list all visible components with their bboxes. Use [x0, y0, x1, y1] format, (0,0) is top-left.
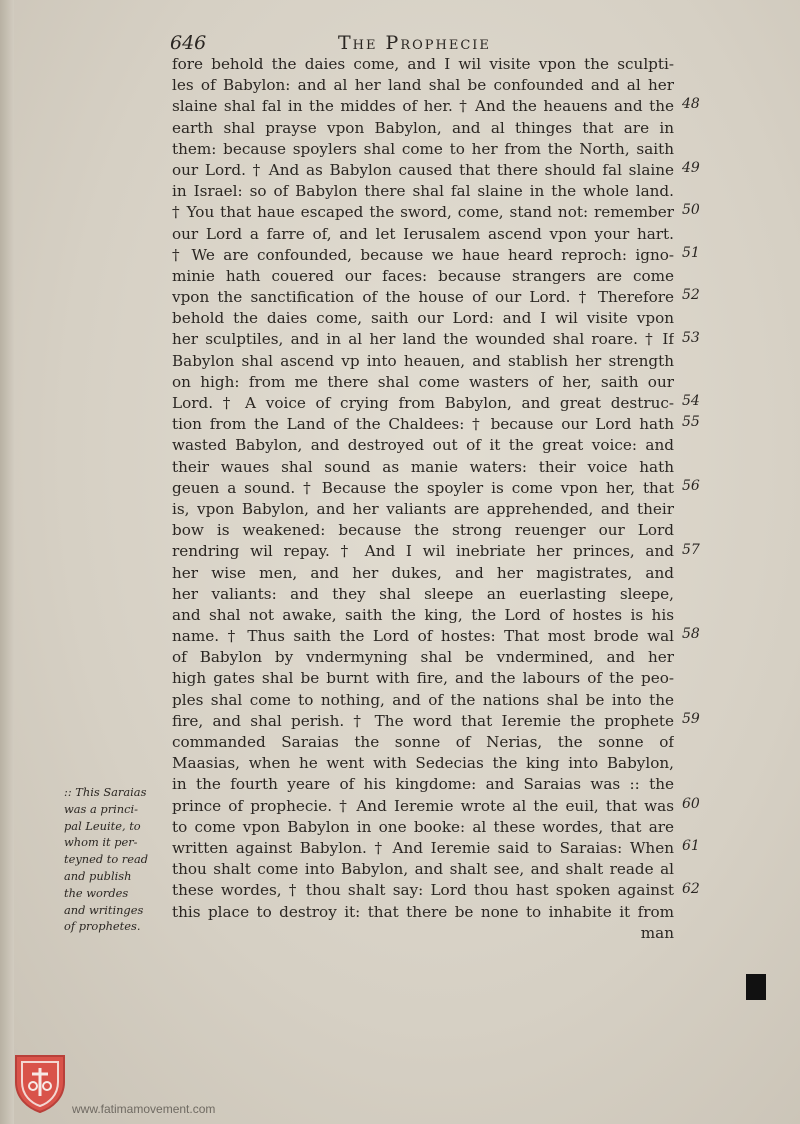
text-line: tion from the Land of the Chaldees: † because our Lord hath: [172, 415, 674, 434]
note-line: :: This Saraias: [64, 785, 147, 799]
note-line: and writinges: [64, 902, 144, 917]
verse-number: 61: [682, 838, 700, 855]
verse-number: 62: [682, 880, 700, 897]
text-line: Babylon shal ascend vp into heauen, and stablish her strength: [172, 351, 674, 370]
text-line: name. † Thus saith the Lord of hostes: That most brode wal: [172, 627, 674, 646]
marginal-note: [64, 784, 168, 935]
fatima-crest-icon: [12, 1052, 68, 1114]
page-header: [170, 32, 680, 54]
text-line: to come vpon Babylon in one booke: al these wordes, that are: [172, 817, 674, 836]
text-line: them: because spoylers shal come to her from the North, saith: [172, 139, 674, 158]
verse-number: 48: [682, 96, 700, 113]
verse-number: 56: [682, 478, 700, 494]
text-line: our Lord a farre of, and let Ierusalem ascend vpon your hart.: [172, 224, 674, 243]
body-text: [172, 54, 674, 944]
text-line: vpon the sanctification of the house of our Lord. † Therefore: [172, 288, 674, 307]
text-line: on high: from me there shal come wasters of her, saith our: [172, 372, 674, 391]
text-line: prince of prophecie. † And Ieremie wrote al the euil, that was: [172, 796, 674, 815]
note-line: the wordes: [64, 885, 129, 900]
text-line: ples shal come to nothing, and of the nations shal be into the: [172, 690, 674, 709]
text-line: in Israel: so of Babylon there shal fal slaine in the whole land.: [172, 182, 674, 201]
text-line: their waues shal sound as manie waters: their voice hath: [172, 457, 674, 476]
verse-number: 54: [682, 393, 700, 410]
verse-number: 57: [682, 541, 700, 558]
verse-number: 58: [682, 626, 700, 643]
text-line: slaine shal fal in the middes of her. † And the heauens and the: [172, 97, 674, 116]
verse-number: 55: [682, 414, 700, 431]
note-line: and publish: [64, 868, 132, 883]
text-line: minie hath couered our faces: because strangers are come: [172, 266, 674, 285]
note-line: teyned to read: [64, 852, 149, 867]
text-line: geuen a sound. † Because the spoyler is come vpon her, that: [172, 478, 674, 497]
text-line: † You that haue escaped the sword, come, stand not: remember: [172, 203, 674, 222]
text-line: fire, and shal perish. † The word that Ieremie the prophete: [172, 711, 674, 730]
verse-number: 53: [682, 329, 700, 346]
text-line: in the fourth yeare of his kingdome: and Saraias was :: the: [172, 775, 674, 794]
note-line: of prophetes.: [64, 919, 141, 934]
text-line: of Babylon by vndermyning shal be vndermined, and her: [172, 648, 674, 667]
text-line: † We are confounded, because we haue heard reproch: igno-: [172, 245, 674, 264]
verse-number: 51: [682, 244, 700, 261]
text-line: behold the daies come, saith our Lord: and I wil visite vpon: [172, 309, 674, 328]
text-line: our Lord. † And as Babylon caused that there should fal slaine: [172, 160, 674, 179]
ink-blot-mark: [746, 974, 766, 1000]
note-line: whom it per-: [64, 835, 138, 850]
text-line: Maasias, when he went with Sedecias the king into Babylon,: [172, 754, 674, 773]
text-line: wasted Babylon, and destroyed out of it the great voice: and: [172, 436, 674, 455]
verse-number: 49: [682, 160, 700, 176]
text-line: is, vpon Babylon, and her valiants are apprehended, and their: [172, 499, 674, 518]
text-line: this place to destroy it: that there be none to inhabite it from: [172, 902, 674, 921]
text-line: Lord. † A voice of crying from Babylon, and great destruc-: [172, 394, 674, 412]
verse-number: 50: [682, 202, 700, 219]
text-line: and shal not awake, saith the king, the Lord of hostes is his: [172, 605, 674, 624]
running-title: The Prophecie: [338, 32, 491, 54]
text-line: her wise men, and her dukes, and her magistrates, and: [172, 563, 674, 582]
text-line: written against Babylon. † And Ieremie said to Saraias: When: [172, 838, 674, 857]
text-line: fore behold the daies come, and I wil visite vpon the sculpti-: [172, 55, 674, 73]
text-line: earth shal prayse vpon Babylon, and al thinges that are in: [172, 118, 674, 137]
text-line: bow is weakened: because the strong reuenger our Lord: [172, 521, 674, 540]
note-line: was a princi-: [64, 801, 139, 816]
text-line: her valiants: and they shal sleepe an euerlasting sleepe,: [172, 584, 674, 603]
verse-number: 52: [682, 287, 700, 304]
text-line: high gates shal be burnt with fire, and the labours of the peo-: [172, 669, 674, 688]
website-link[interactable]: www.fatimamovement.com: [72, 1102, 216, 1116]
text-line: thou shalt come into Babylon, and shalt see, and shalt reade al: [172, 860, 674, 879]
note-line: pal Leuite, to: [64, 818, 141, 833]
text-line: man: [640, 923, 674, 942]
verse-number: 60: [682, 796, 700, 812]
verse-number: 59: [682, 711, 700, 728]
text-line: these wordes, † thou shalt say: Lord thou hast spoken against: [172, 881, 674, 900]
page-spine-shadow: [0, 0, 14, 1124]
text-line: rendring wil repay. † And I wil inebriate her princes, and: [172, 542, 674, 561]
page-number: 646: [170, 32, 207, 54]
text-line: les of Babylon: and al her land shal be confounded and al her: [172, 76, 674, 95]
text-line: commanded Saraias the sonne of Nerias, the sonne of: [172, 733, 674, 751]
text-line: her sculptiles, and in al her land the wounded shal roare. † If: [172, 330, 674, 349]
